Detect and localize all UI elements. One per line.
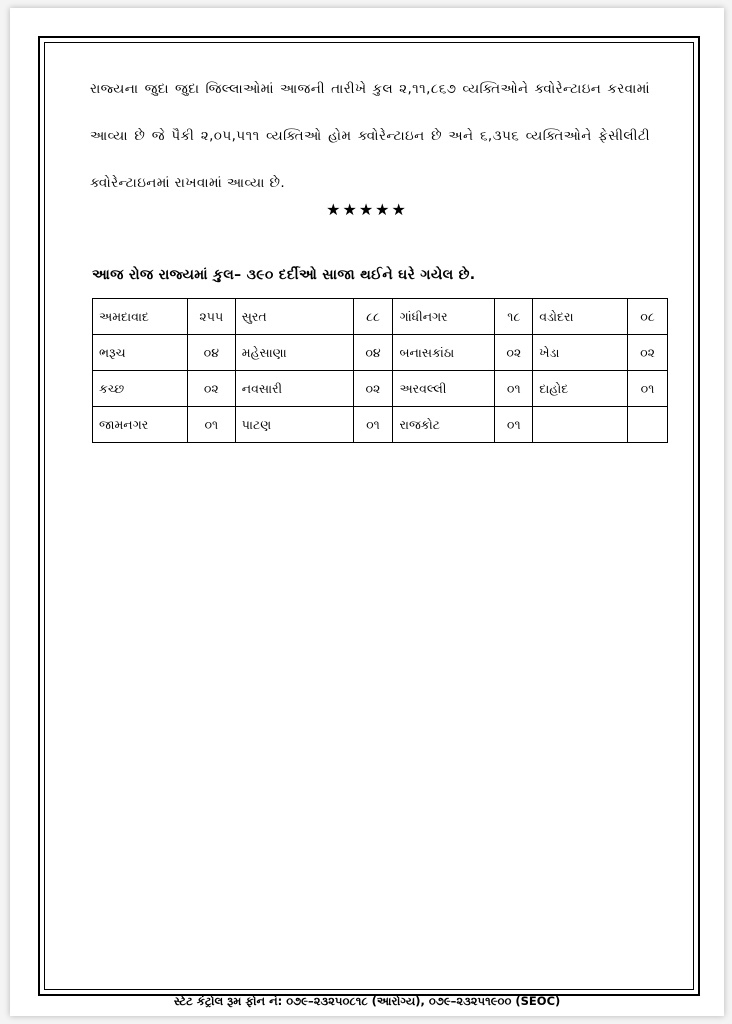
recovered-count: ૧૮ xyxy=(495,299,533,335)
recovered-count: ૦૨ xyxy=(187,371,235,407)
recovered-count-empty xyxy=(628,407,668,443)
recovered-count: ૮૮ xyxy=(353,299,393,335)
district-name: નવસારી xyxy=(235,371,353,407)
recovered-count: ૦૧ xyxy=(353,407,393,443)
recovered-count: ૦૨ xyxy=(628,335,668,371)
table-row xyxy=(93,407,668,443)
document-page xyxy=(10,8,724,1016)
district-name: બનાસકાંઠા xyxy=(393,335,495,371)
district-name: દાહોદ xyxy=(533,371,628,407)
recovered-count: ૦૧ xyxy=(628,371,668,407)
district-name: કચ્છ xyxy=(93,371,188,407)
table-row xyxy=(93,299,668,335)
recovered-count: ૦૮ xyxy=(628,299,668,335)
district-name: ખેડા xyxy=(533,335,628,371)
recovered-count: ૦૧ xyxy=(495,407,533,443)
star-separator: ★★★★★ xyxy=(326,200,408,219)
district-name: અમદાવાદ xyxy=(93,299,188,335)
district-name: રાજકોટ xyxy=(393,407,495,443)
district-name: જામનગર xyxy=(93,407,188,443)
recovered-count: ૦૪ xyxy=(187,335,235,371)
table-row xyxy=(93,371,668,407)
district-name: ગાંધીનગર xyxy=(393,299,495,335)
quarantine-summary-paragraph: રાજ્યના જુદા જુદા જિલ્લાઓમાં આજની તારીખે કુલ ૨,૧૧,૮૬૭ વ્યક્તિઓને ક્વોરેન્ટાઇન કરવામાં આવ્યા છે જે પૈકી ૨,૦૫,૫૧૧ વ્યક્તિઓ હોમ ક્વોરેન્ટાઇન છે અને ૬,૩૫૬ વ્યક્તિઓને ફેસીલીટી ક્વોરેન્ટાઇનમાં રાખવામાં આવ્યા છે. xyxy=(90,81,650,191)
recovered-count: ૦૪ xyxy=(353,335,393,371)
recovered-count: ૦૨ xyxy=(495,335,533,371)
district-name: મહેસાણા xyxy=(235,335,353,371)
recovered-count: ૦૧ xyxy=(495,371,533,407)
district-name: ભરૂચ xyxy=(93,335,188,371)
district-name-empty xyxy=(533,407,628,443)
recovered-heading: આજ રોજ રાજ્યમાં કુલ– ૩૯૦ દર્દીઓ સાજા થઈને ઘરે ગયેલ છે. xyxy=(92,267,476,283)
recovered-count: ૦૨ xyxy=(353,371,393,407)
recovered-count: ૨૫૫ xyxy=(187,299,235,335)
table-row xyxy=(93,335,668,371)
recovered-by-district-table xyxy=(92,298,668,443)
district-name: અરવલ્લી xyxy=(393,371,495,407)
district-name: પાટણ xyxy=(235,407,353,443)
control-room-footer: સ્ટેટ કંટ્રોલ રૂમ ફોન નં: ૦૭૯–૨૩૨૫૦૮૧૮ (આરોગ્ય), ૦૭૯–૨૩૨૫૧૯૦૦ (SEOC) xyxy=(173,994,561,1008)
district-name: સુરત xyxy=(235,299,353,335)
recovered-count: ૦૧ xyxy=(187,407,235,443)
district-name: વડોદરા xyxy=(533,299,628,335)
